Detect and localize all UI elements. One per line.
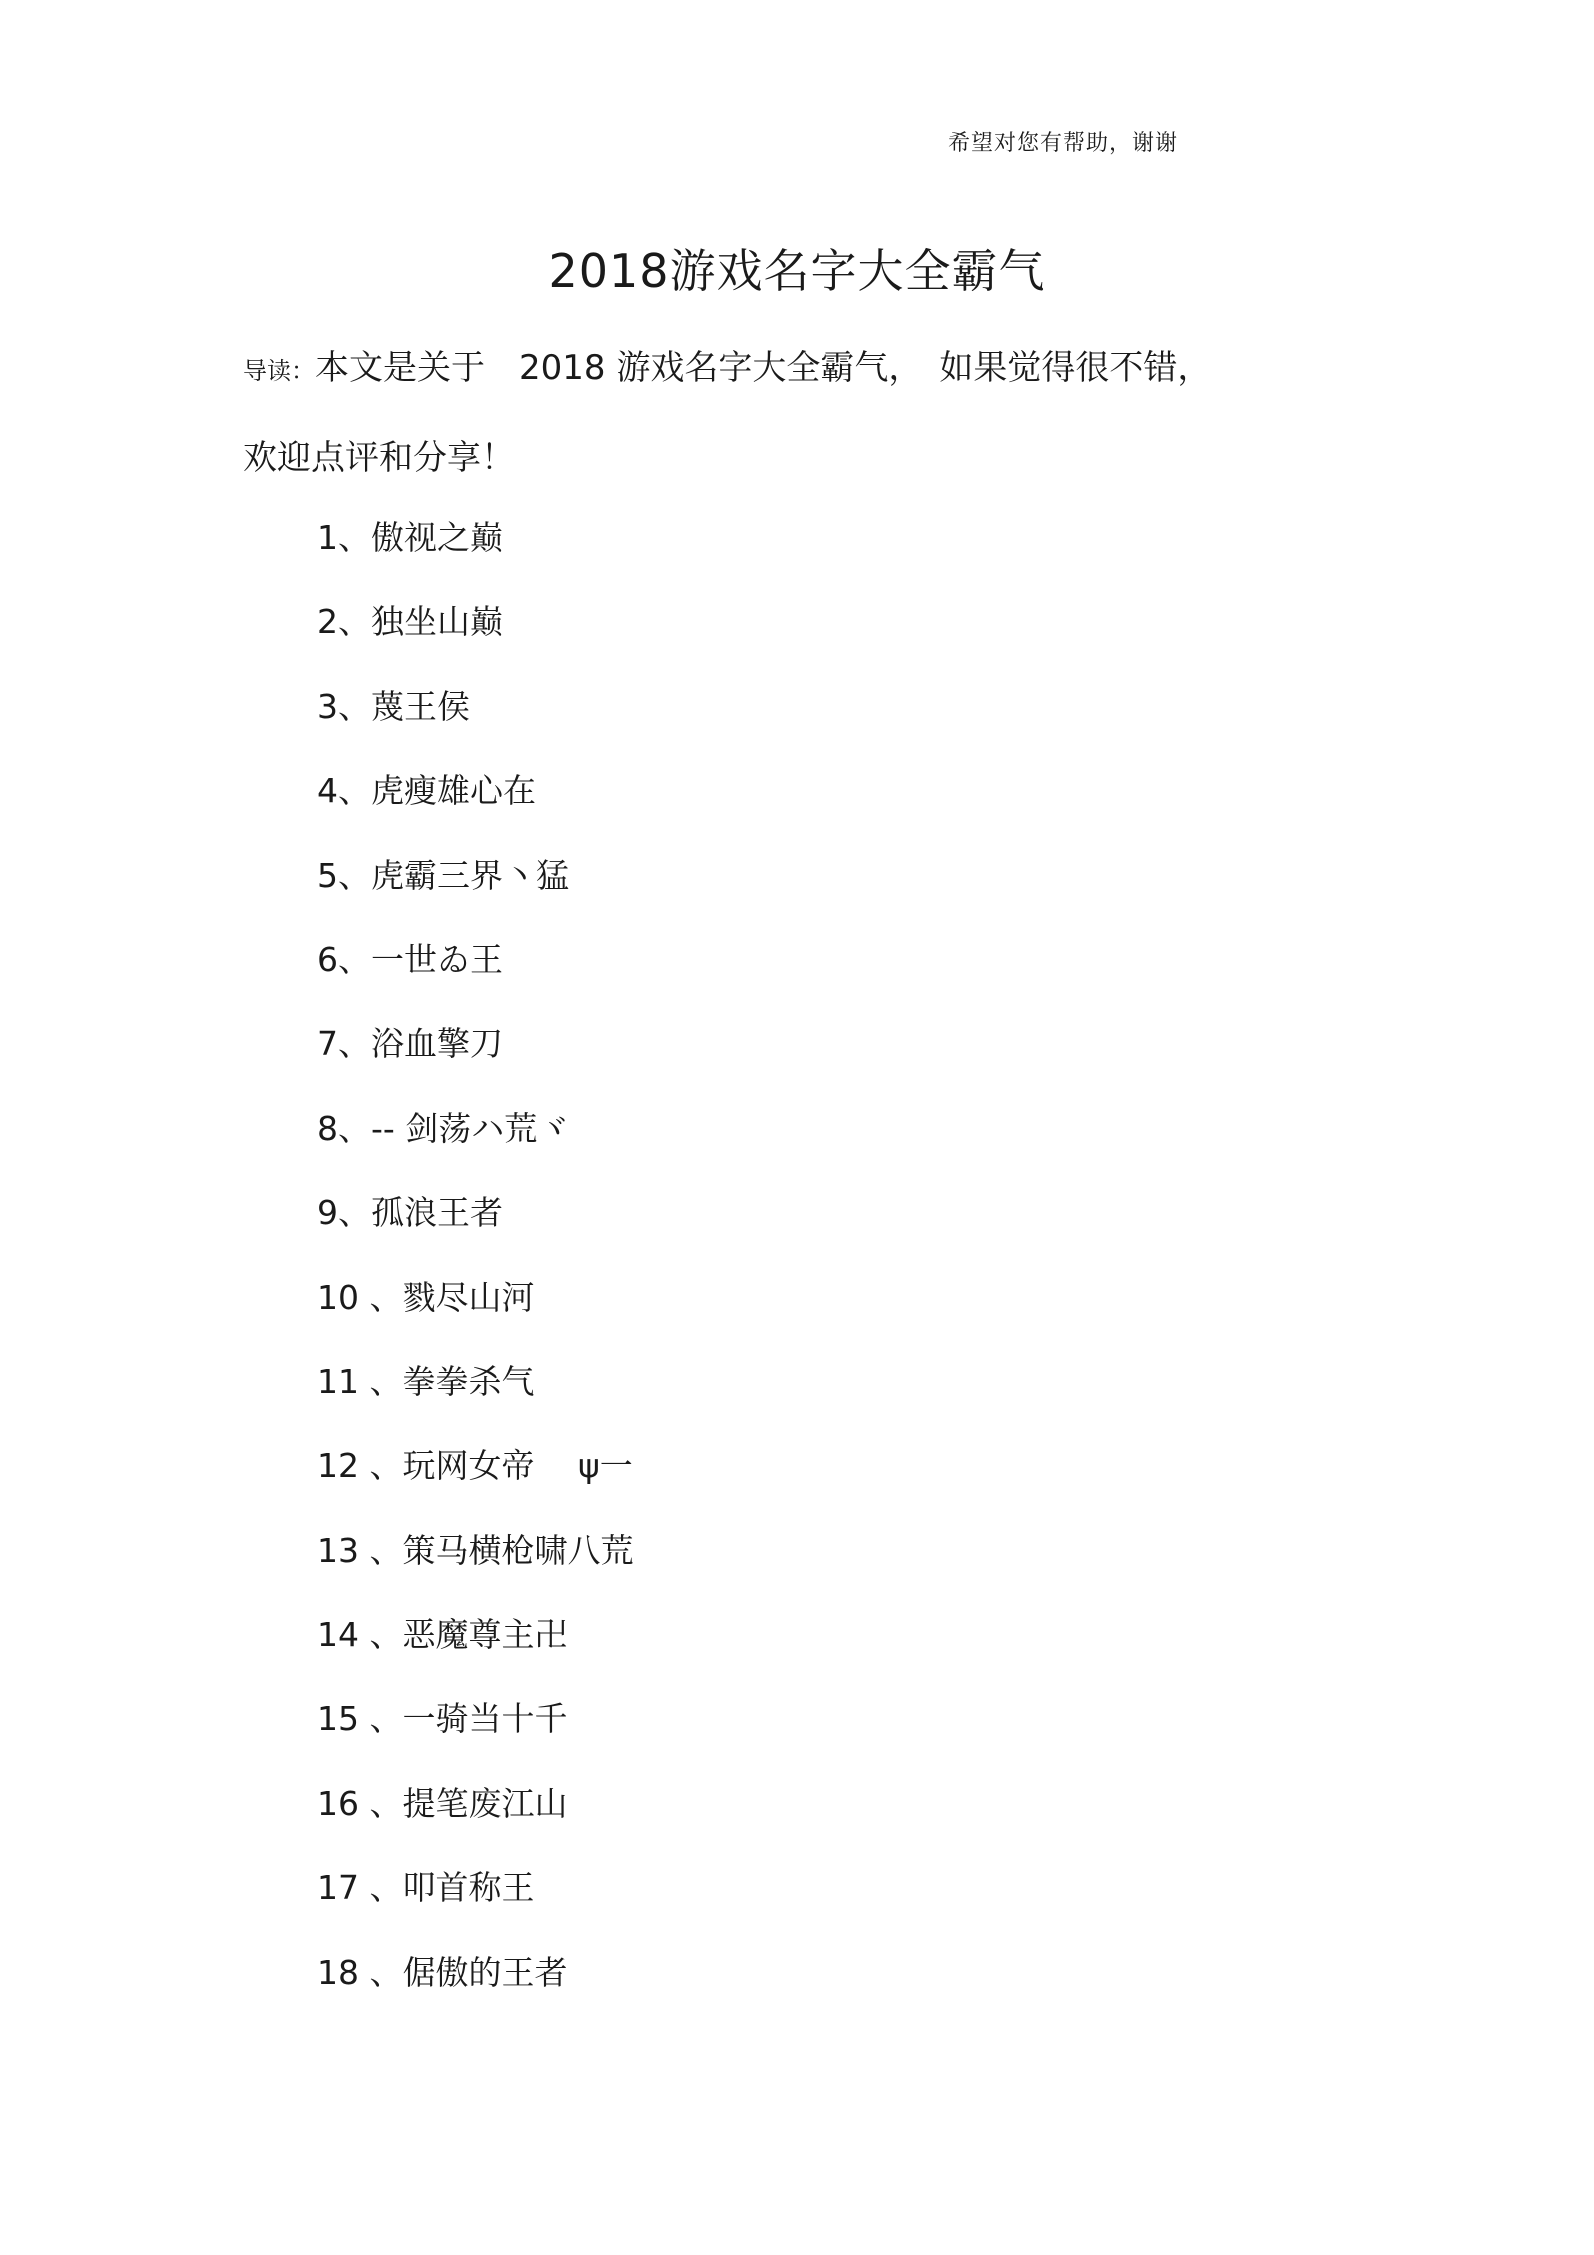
list-item [317, 596, 633, 680]
name-list [317, 512, 633, 2031]
list-item-text: 8、-- 剑荡ハ荒ヾ [317, 1108, 571, 1148]
list-item-text: 13 、策马横枪啸八荒 [317, 1530, 634, 1570]
list-item-text: 3、蔑王侯 [317, 686, 470, 726]
list-item [317, 681, 633, 765]
list-item-text: 14 、恶魔尊主卍 [317, 1615, 568, 1655]
list-item [317, 1018, 633, 1102]
list-item-text: 18 、倨傲的王者 [317, 1952, 568, 1992]
list-item-text: 12 、玩网女帝 ψ一 [317, 1446, 633, 1486]
header-note: 希望对您有帮助，谢谢 [948, 131, 1179, 156]
list-item [317, 1272, 633, 1356]
list-item [317, 512, 633, 596]
intro-text-line2: 欢迎点评和分享！ [243, 438, 515, 478]
list-item-text: 5、虎霸三界丶猛 [317, 855, 569, 895]
list-item [317, 1693, 633, 1777]
page-title: 2018游戏名字大全霸气 [548, 244, 1046, 298]
intro-paragraph [243, 340, 1211, 389]
list-item [317, 1862, 633, 1946]
list-item [317, 1440, 633, 1524]
list-item [317, 850, 633, 934]
list-item-text: 2、独坐山巅 [317, 602, 503, 642]
list-item [317, 1187, 633, 1271]
list-item [317, 1947, 633, 2031]
list-item [317, 1778, 633, 1862]
list-item-text: 1、傲视之巅 [317, 518, 503, 557]
list-item-text: 10 、戮尽山河 [317, 1277, 535, 1317]
list-item-text: 16 、提笔废江山 [317, 1783, 568, 1823]
list-item [317, 1525, 633, 1609]
list-item [317, 1609, 633, 1693]
list-item-text: 4、虎瘦雄心在 [317, 771, 536, 811]
list-item-text: 17 、叩首称王 [317, 1868, 535, 1908]
list-item-text: 7、浴血擎刀 [317, 1024, 503, 1064]
list-item-text: 11 、拳拳杀气 [317, 1361, 535, 1401]
list-item-text: 15 、一骑当十千 [317, 1699, 568, 1739]
list-item [317, 765, 633, 849]
list-item [317, 1356, 633, 1440]
intro-text-line1: 本文是关于 2018 游戏名字大全霸气， 如果觉得很不错， [315, 348, 1212, 388]
list-item-text: 9、孤浪王者 [317, 1193, 503, 1233]
list-item [317, 1103, 633, 1187]
intro-label: 导读： [243, 357, 315, 385]
list-item-text: 6、一世ゐ王 [317, 939, 503, 979]
list-item [317, 934, 633, 1018]
